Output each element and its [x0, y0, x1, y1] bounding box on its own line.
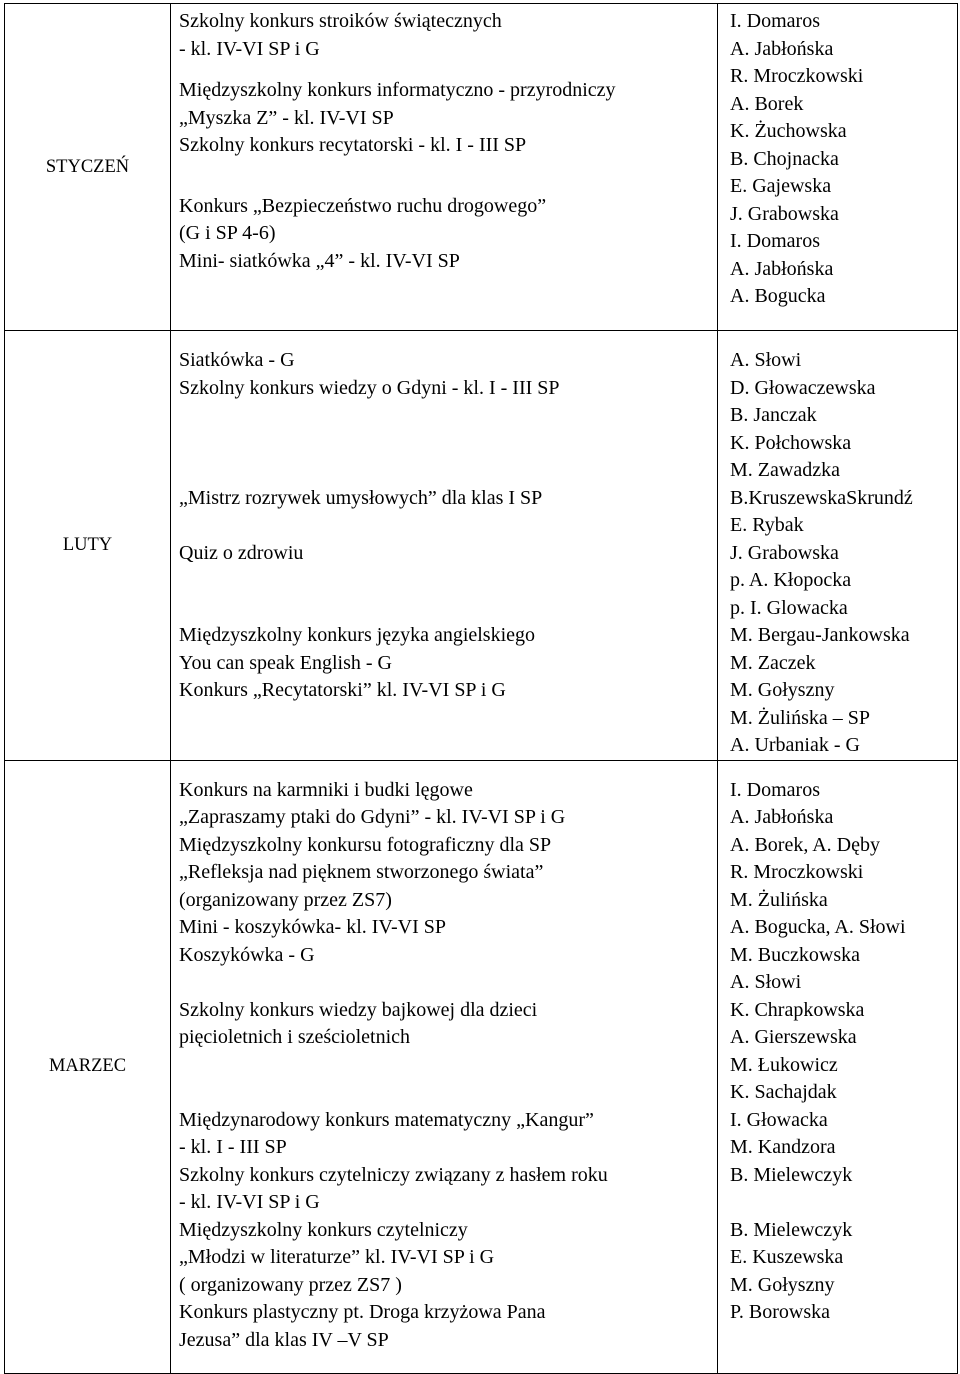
person-line: K. Chrapkowska [730, 998, 865, 1021]
events-cell [171, 331, 718, 761]
person-line: J. Grabowska [730, 202, 839, 225]
events-cell [171, 4, 718, 331]
event-line: Mini - koszykówka- kl. IV-VI SP [179, 916, 447, 938]
month-label: MARZEC [48, 1056, 127, 1076]
event-line: Konkurs plastyczny pt. Droga krzyżowa Pana [179, 1301, 546, 1323]
event-line: „Zapraszamy ptaki do Gdyni” - kl. IV-VI SP i G [179, 806, 566, 828]
person-line: M. Gołyszny [730, 1273, 835, 1296]
event-line: „Myszka Z” - kl. IV-VI SP [179, 106, 394, 129]
person-line: K. Sachajdak [730, 1081, 837, 1103]
event-line: - kl. I - III SP [179, 1136, 287, 1158]
schedule-table [4, 3, 958, 1374]
table-row [5, 4, 958, 331]
month-label: STYCZEŃ [45, 156, 130, 177]
person-line: E. Kuszewska [730, 1246, 844, 1268]
table-row [5, 760, 958, 1373]
person-line: A. Słowi [730, 349, 802, 371]
month-cell [5, 760, 171, 1373]
event-line: Międzyszkolny konkursu fotograficzny dla SP [179, 833, 552, 856]
people-cell [718, 760, 958, 1373]
month-cell [5, 4, 171, 331]
event-line: Szkolny konkurs czytelniczy związany z hasłem roku [179, 1163, 608, 1186]
event-line: Międzyszkolny konkurs czytelniczy [179, 1218, 468, 1241]
person-line: M. Żulińska – SP [730, 706, 871, 729]
person-line: A. Bogucka [730, 285, 826, 307]
person-line: p. A. Kłopocka [730, 569, 852, 591]
event-line: ( organizowany przez ZS7 ) [179, 1273, 402, 1296]
event-line: Szkolny konkurs recytatorski - kl. I - III SP [179, 134, 527, 156]
event-line: (organizowany przez ZS7) [179, 888, 392, 911]
event-line: - kl. IV-VI SP i G [179, 1191, 320, 1213]
event-line: Quiz o zdrowiu [179, 541, 304, 564]
event-line: „Mistrz rozrywek umysłowych” dla klas I SP [179, 486, 543, 509]
event-line: Siatkówka - G [179, 349, 295, 371]
person-line: M. Zawadzka [730, 459, 840, 481]
event-line: Konkurs „Bezpieczeństwo ruchu drogowego” [179, 194, 547, 217]
person-line: p. I. Glowacka [730, 596, 848, 619]
person-line: A. Borek, A. Dęby [730, 833, 880, 856]
event-line: - kl. IV-VI SP i G [179, 37, 320, 60]
event-line: pięcioletnich i sześcioletnich [179, 1026, 411, 1048]
person-line: K. Połchowska [730, 431, 852, 454]
event-line: Koszykówka - G [179, 943, 315, 966]
event-line: Międzyszkolny konkurs języka angielskiego [179, 624, 536, 646]
person-line: B. Mielewczyk [730, 1218, 853, 1241]
person-line: B.KruszewskaSkrundź [730, 486, 913, 509]
person-line: D. Głowaczewska [730, 376, 876, 399]
person-line: R. Mroczkowski [730, 65, 864, 87]
person-line: I. Domaros [730, 10, 820, 32]
person-line: B. Janczak [730, 404, 817, 426]
event-line: „Młodzi w literaturze” kl. IV-VI SP i G [179, 1246, 495, 1268]
month-label: LUTY [62, 534, 113, 555]
event-line: Szkolny konkurs wiedzy o Gdyni - kl. I - III SP [179, 376, 560, 399]
person-line: M. Zaczek [730, 651, 816, 674]
person-line: M. Bergau-Jankowska [730, 624, 910, 646]
person-line: B. Mielewczyk [730, 1163, 853, 1186]
event-line: „Refleksja nad pięknem stworzonego świata” [179, 861, 544, 883]
person-line: A. Jabłońska [730, 37, 834, 60]
event-line: Szkolny konkurs wiedzy bajkowej dla dzieci [179, 998, 538, 1021]
person-line: E. Gajewska [730, 175, 832, 197]
event-line: Mini- siatkówka „4” - kl. IV-VI SP [179, 249, 460, 272]
person-line: I. Domaros [730, 230, 820, 252]
event-line: Międzynarodowy konkurs matematyczny „Kangur” [179, 1108, 594, 1131]
person-line: M. Łukowicz [730, 1053, 838, 1076]
person-line: R. Mroczkowski [730, 861, 864, 883]
person-line: A. Urbaniak - G [730, 734, 860, 756]
person-line: B. Chojnacka [730, 147, 839, 170]
person-line: E. Rybak [730, 514, 804, 536]
person-line: M. Kandzora [730, 1136, 836, 1158]
month-cell [5, 331, 171, 761]
person-line: K. Żuchowska [730, 120, 847, 142]
event-line: You can speak English - G [179, 651, 392, 674]
event-line: Jezusa” dla klas IV –V SP [179, 1328, 389, 1351]
event-line: Konkurs „Recytatorski” kl. IV-VI SP i G [179, 679, 506, 701]
events-cell [171, 760, 718, 1373]
person-line: A. Jabłońska [730, 806, 834, 828]
event-line: (G i SP 4-6) [179, 222, 276, 244]
people-cell [718, 4, 958, 331]
person-line: A. Gierszewska [730, 1026, 857, 1048]
person-line: A. Bogucka, A. Słowi [730, 916, 906, 938]
table-row [5, 331, 958, 761]
person-line: A. Słowi [730, 971, 802, 993]
person-line: A. Borek [730, 92, 804, 115]
event-line: Międzyszkolny konkurs informatyczno - przyrodniczy [179, 79, 616, 101]
person-line: I. Domaros [730, 778, 820, 801]
person-line: J. Grabowska [730, 541, 839, 564]
event-line: Szkolny konkurs stroików świątecznych [179, 10, 502, 32]
person-line: A. Jabłońska [730, 257, 834, 280]
person-line: M. Żulińska [730, 888, 828, 911]
person-line: M. Gołyszny [730, 679, 835, 701]
person-line: I. Głowacka [730, 1108, 828, 1131]
person-line: M. Buczkowska [730, 943, 860, 966]
people-cell [718, 331, 958, 761]
person-line: P. Borowska [730, 1301, 831, 1323]
event-line: Konkurs na karmniki i budki lęgowe [179, 778, 473, 801]
